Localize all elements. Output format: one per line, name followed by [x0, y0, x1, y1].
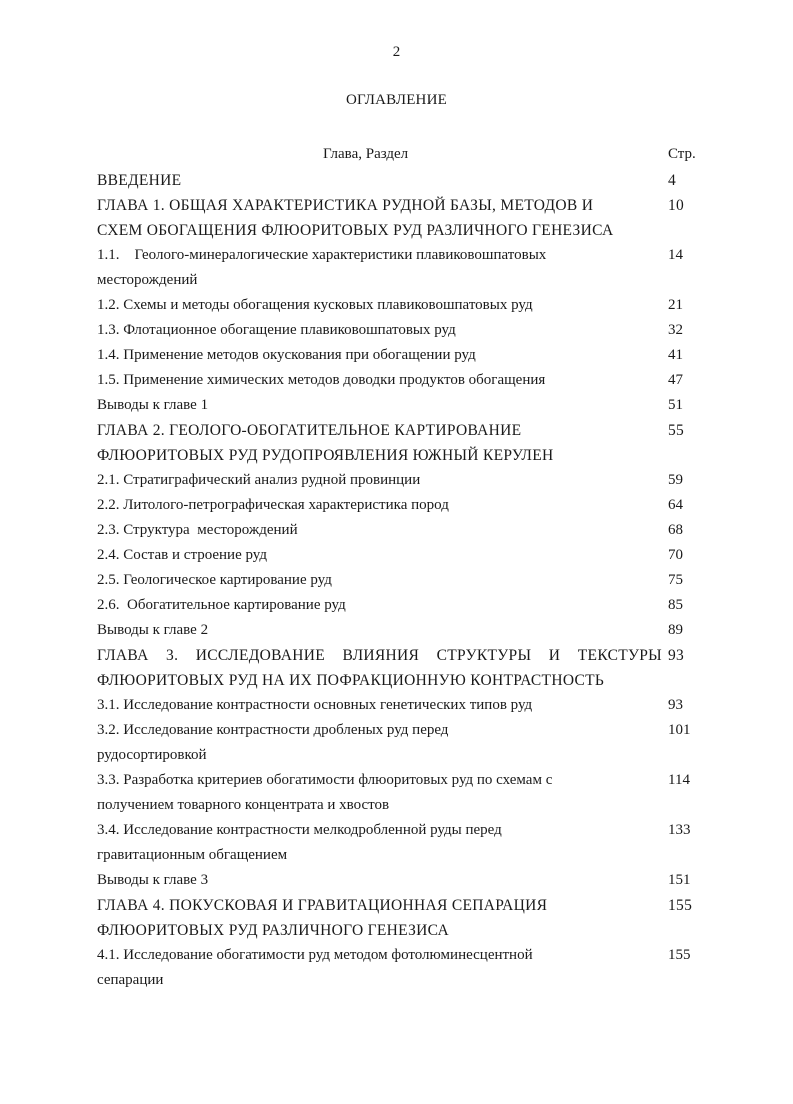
toc-entry-title: [97, 343, 662, 368]
column-header-page: Стр.: [668, 146, 696, 162]
toc-entry: [97, 293, 697, 318]
toc-entry: [97, 868, 697, 893]
toc-entry-line: рудосортировкой: [97, 747, 207, 763]
toc-page-number: 51: [668, 397, 683, 413]
toc-entry-line: 2.4. Состав и строение руд: [97, 547, 267, 563]
toc-entry-line: 1.2. Схемы и методы обогащения кусковых плавиковошпатовых руд: [97, 297, 533, 313]
toc-page-number: 32: [668, 322, 683, 338]
toc-entry-line: 3.2. Исследование контрастности дробленых руд перед: [97, 722, 449, 738]
toc-entry-line: ГЛАВА 4. ПОКУСКОВАЯ И ГРАВИТАЦИОННАЯ СЕПАРАЦИЯ: [97, 897, 548, 914]
toc-entry-line: месторождений: [97, 272, 198, 288]
toc-entry-title: [97, 693, 662, 718]
toc-entry-title: [97, 493, 662, 518]
toc-entry-line: 4.1. Исследование обогатимости руд методом фотолюминесцентной: [97, 947, 533, 963]
toc-entry: [97, 543, 697, 568]
toc-entry-line: Выводы к главе 3: [97, 872, 209, 888]
toc-chapter-entry: [97, 193, 697, 243]
toc-entry: [97, 568, 697, 593]
toc-entry: [97, 393, 697, 418]
toc-entry-title: [97, 168, 662, 193]
toc-entry-line: 1.5. Применение химических методов доводки продуктов обогащения: [97, 372, 546, 388]
toc-page-number: 55: [668, 422, 685, 439]
toc-entry-line: 2.2. Литолого-петрографическая характеристика пород: [97, 497, 449, 513]
toc-entry-title: [97, 468, 662, 493]
toc-entry-line: ГЛАВА 3. ИССЛЕДОВАНИЕ ВЛИЯНИЯ СТРУКТУРЫ И ТЕКСТУРЫ: [97, 647, 662, 664]
toc-entry-line: СХЕМ ОБОГАЩЕНИЯ ФЛЮОРИТОВЫХ РУД РАЗЛИЧНОГО ГЕНЕЗИСА: [97, 222, 614, 239]
toc-entry-title: [97, 893, 662, 943]
toc-entry-title: [97, 868, 662, 893]
toc-entry-line: 3.1. Исследование контрастности основных генетических типов руд: [97, 697, 533, 713]
toc-page-number: 101: [668, 722, 691, 738]
toc-entry-line: 2.1. Стратиграфический анализ рудной провинции: [97, 472, 421, 488]
toc-page-number: 10: [668, 197, 685, 214]
toc-page-number: 4: [668, 172, 677, 189]
toc-page-number: 93: [668, 697, 683, 713]
toc-entry-title: [97, 193, 662, 243]
toc-entry: [97, 943, 697, 993]
toc-page-number: 114: [668, 772, 690, 788]
toc-page-number: 93: [668, 647, 685, 664]
toc-page-number: 133: [668, 822, 691, 838]
toc-entry: [97, 493, 697, 518]
toc-entry: [97, 318, 697, 343]
column-header-chapter: Глава, Раздел: [323, 146, 409, 162]
toc-entry-title: [97, 718, 662, 768]
toc-entry-line: 2.6. Обогатительное картирование руд: [97, 597, 346, 613]
toc-entry-line: ГЛАВА 1. ОБЩАЯ ХАРАКТЕРИСТИКА РУДНОЙ БАЗЫ, МЕТОДОВ И: [97, 197, 594, 214]
toc-page-number: 70: [668, 547, 683, 563]
toc-page-number: 47: [668, 372, 683, 388]
toc-page-number: 64: [668, 497, 683, 513]
toc-entry: [97, 818, 697, 868]
toc-entry-line: Выводы к главе 2: [97, 622, 209, 638]
toc-entry: [97, 593, 697, 618]
toc-page-number: 14: [668, 247, 683, 263]
toc-page-number: 59: [668, 472, 683, 488]
toc-chapter-entry: [97, 893, 697, 943]
toc-entry-title: [97, 543, 662, 568]
toc-entry-line: сепарации: [97, 972, 164, 988]
toc-page-number: 41: [668, 347, 683, 363]
toc-entry-title: [97, 818, 662, 868]
toc-entry-line: гравитационным обгащением: [97, 847, 288, 863]
toc-entry-line: ФЛЮОРИТОВЫХ РУД РАЗЛИЧНОГО ГЕНЕЗИСА: [97, 922, 450, 939]
toc-page-number: 85: [668, 597, 683, 613]
toc-entry: [97, 718, 697, 768]
toc-entry-title: [97, 318, 662, 343]
toc-entry-title: [97, 618, 662, 643]
toc-entry: [97, 518, 697, 543]
toc-chapter-entry: [97, 643, 697, 693]
toc-page-number: 21: [668, 297, 683, 313]
toc-entry-title: [97, 418, 662, 468]
toc-entry-title: [97, 943, 662, 993]
toc-entry-title: [97, 243, 662, 293]
toc-entry-line: получением товарного концентрата и хвостов: [97, 797, 390, 813]
toc-entry: [97, 243, 697, 293]
toc-entry-line: ФЛЮОРИТОВЫХ РУД РУДОПРОЯВЛЕНИЯ ЮЖНЫЙ КЕРУЛЕН: [97, 447, 554, 464]
toc-page-number: 151: [668, 872, 691, 888]
toc-entry: [97, 693, 697, 718]
toc-entry-title: [97, 593, 662, 618]
toc-entry-line: 3.4. Исследование контрастности мелкодробленной руды перед: [97, 822, 502, 838]
toc-page-number: 155: [668, 947, 691, 963]
toc-entry: [97, 343, 697, 368]
toc-entry: [97, 768, 697, 818]
toc-chapter-entry: [97, 418, 697, 468]
toc-entry: [97, 468, 697, 493]
page-number: 2: [392, 44, 401, 60]
toc-entry-line: 2.5. Геологическое картирование руд: [97, 572, 332, 588]
toc-entry-line: 1.3. Флотационное обогащение плавиковошпатовых руд: [97, 322, 456, 338]
toc-entry-title: [97, 393, 662, 418]
table-of-contents: [97, 168, 697, 993]
toc-entry-title: [97, 368, 662, 393]
toc-entry-line: ГЛАВА 2. ГЕОЛОГО-ОБОГАТИТЕЛЬНОЕ КАРТИРОВАНИЕ: [97, 422, 522, 439]
toc-entry-title: [97, 643, 662, 693]
toc-entry-line: 2.3. Структура месторождений: [97, 522, 298, 538]
toc-entry-line: ФЛЮОРИТОВЫХ РУД НА ИХ ПОФРАКЦИОННУЮ КОНТРАСТНОСТЬ: [97, 672, 605, 689]
page-title: ОГЛАВЛЕНИЕ: [346, 92, 447, 108]
toc-entry-title: [97, 568, 662, 593]
toc-page-number: 68: [668, 522, 683, 538]
toc-entry: [97, 618, 697, 643]
toc-entry: [97, 368, 697, 393]
toc-page-number: 75: [668, 572, 683, 588]
toc-entry-line: 3.3. Разработка критериев обогатимости флюоритовых руд по схемам с: [97, 772, 553, 788]
toc-entry-title: [97, 293, 662, 318]
toc-entry-title: [97, 518, 662, 543]
toc-chapter-entry: [97, 168, 697, 193]
toc-entry-line: Выводы к главе 1: [97, 397, 209, 413]
toc-entry-line: ВВЕДЕНИЕ: [97, 172, 182, 189]
toc-page-number: 89: [668, 622, 683, 638]
toc-entry-line: 1.1. Геолого-минералогические характеристики плавиковошпатовых: [97, 247, 547, 263]
toc-page-number: 155: [668, 897, 693, 914]
toc-entry-line: 1.4. Применение методов окускования при обогащении руд: [97, 347, 476, 363]
toc-entry-title: [97, 768, 662, 818]
